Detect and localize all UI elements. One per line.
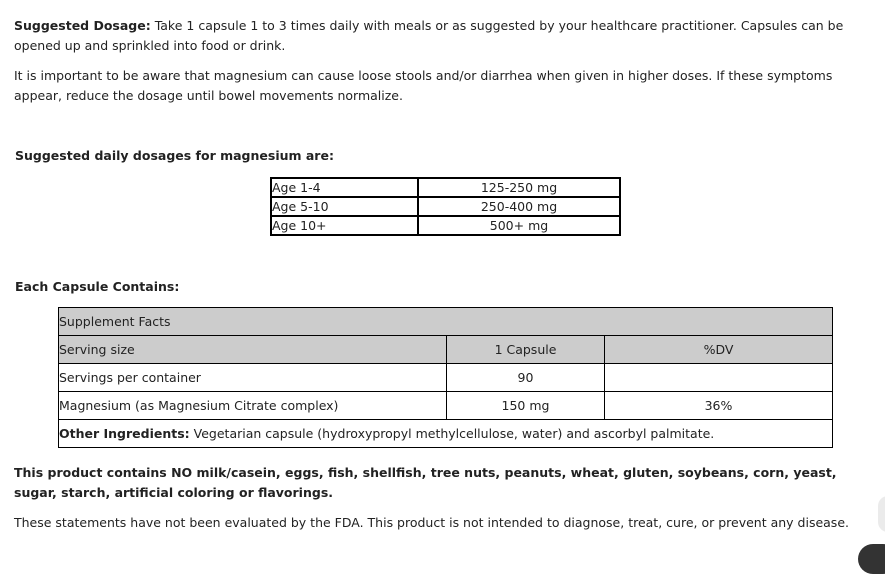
nutrient-dv (605, 364, 833, 392)
table-row (59, 364, 833, 392)
floating-button[interactable] (858, 544, 885, 574)
facts-title: Supplement Facts (59, 308, 833, 336)
other-ingredients-row (59, 420, 833, 448)
serving-size-label: Serving size (59, 336, 447, 364)
scroll-handle[interactable] (878, 496, 885, 532)
age-cell: Age 1-4 (271, 178, 418, 197)
nutrient-name: Servings per container (59, 364, 447, 392)
dv-header: %DV (605, 336, 833, 364)
table-row (59, 392, 833, 420)
other-ingredients-text: Vegetarian capsule (hydroxypropyl methylcellulose, water) and ascorbyl palmitate. (189, 426, 715, 441)
dosage-text: Take 1 capsule 1 to 3 times daily with meals or as suggested by your healthcare practitioner. Capsules can be opened up and sprinkled into food or drink. (14, 18, 844, 53)
age-cell: Age 10+ (271, 216, 418, 235)
other-ingredients (59, 420, 833, 448)
nutrient-amount: 150 mg (447, 392, 605, 420)
nutrient-dv: 36% (605, 392, 833, 420)
dose-cell: 500+ mg (418, 216, 620, 235)
dosage-label: Suggested Dosage: (14, 18, 151, 33)
table-row (271, 178, 620, 197)
dose-cell: 250-400 mg (418, 197, 620, 216)
other-ingredients-label: Other Ingredients: (59, 426, 190, 441)
capsule-contents-heading: Each Capsule Contains: (15, 279, 180, 294)
allergen-statement: This product contains NO milk/casein, eggs, fish, shellfish, tree nuts, peanuts, wheat, gluten, soybeans, corn, yeast, sugar, starch, artificial coloring or flavorings. (14, 465, 837, 500)
supplement-facts-table (58, 307, 833, 448)
daily-dosage-heading: Suggested daily dosages for magnesium are: (15, 148, 334, 163)
table-row (271, 197, 620, 216)
table-row (271, 216, 620, 235)
nutrient-amount: 90 (447, 364, 605, 392)
age-cell: Age 5-10 (271, 197, 418, 216)
warning-paragraph: It is important to be aware that magnesium can cause loose stools and/or diarrhea when given in higher doses. If these symptoms appear, reduce the dosage until bowel movements normalize. (14, 68, 833, 103)
fda-disclaimer: These statements have not been evaluated by the FDA. This product is not intended to diagnose, treat, cure, or prevent any disease. (14, 515, 849, 530)
daily-dosage-table (270, 177, 621, 236)
dose-cell: 125-250 mg (418, 178, 620, 197)
serving-size-value: 1 Capsule (447, 336, 605, 364)
facts-title-row (59, 308, 833, 336)
nutrient-name: Magnesium (as Magnesium Citrate complex) (59, 392, 447, 420)
dosage-paragraph (14, 16, 880, 56)
facts-header-row (59, 336, 833, 364)
